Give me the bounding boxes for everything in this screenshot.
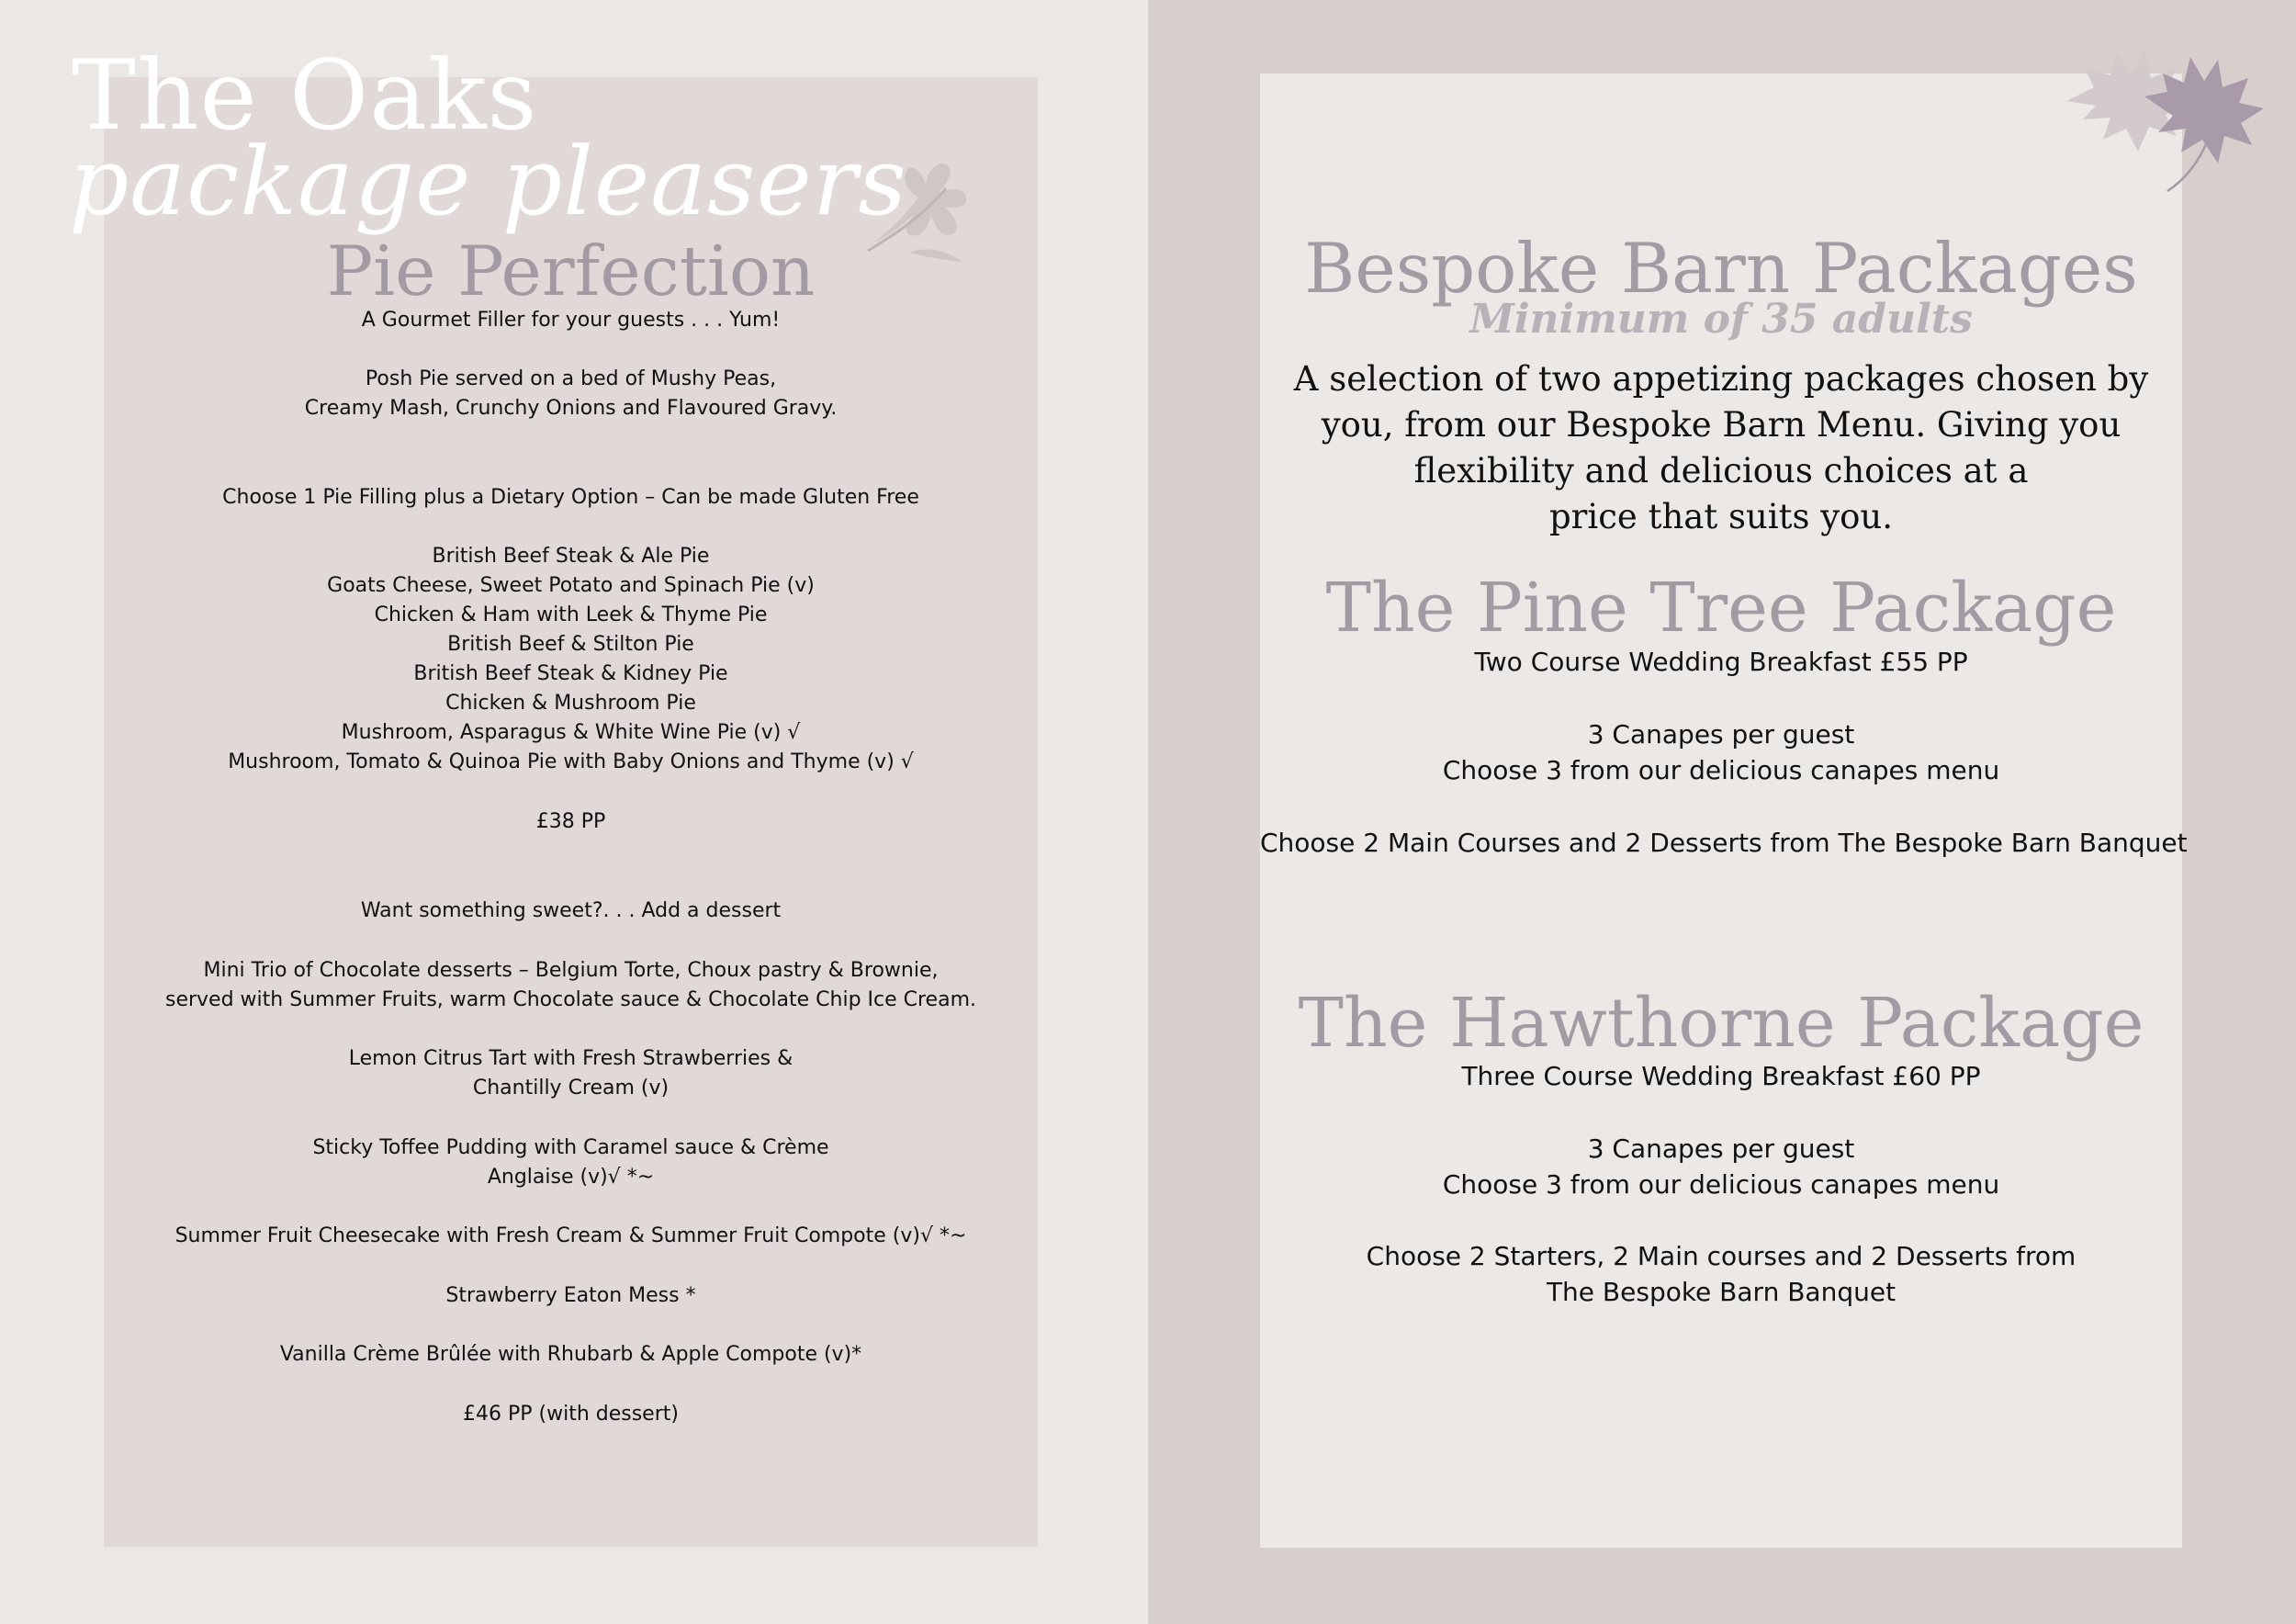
bespoke-barn-title: Bespoke Barn Packages (1304, 228, 2138, 309)
dessert-intro: Want something sweet?. . . Add a dessert (360, 899, 782, 922)
brand-title: The Oaks (72, 39, 538, 152)
minimum-adults-subtitle: Minimum of 35 adults (1469, 296, 1973, 343)
dessert-item: Sticky Toffee Pudding with Caramel sauce & Crème (312, 1136, 829, 1159)
package-canapes-choice: Choose 3 from our delicious canapes menu (1442, 755, 2000, 785)
pie-filling-item: Chicken & Mushroom Pie (445, 692, 696, 715)
brand-subtitle: package pleasers (69, 128, 907, 237)
dessert-item: Lemon Citrus Tart with Fresh Strawberries & (348, 1047, 793, 1070)
pie-filling-item: British Beef & Stilton Pie (447, 633, 694, 656)
pie-filling-item: Goats Cheese, Sweet Potato and Spinach Pie (v) (327, 574, 815, 597)
dessert-price: £46 PP (with dessert) (463, 1403, 679, 1426)
dessert-item: Mini Trio of Chocolate desserts – Belgium Torte, Choux pastry & Brownie, (203, 959, 939, 982)
pie-filling-item: Chicken & Ham with Leek & Thyme Pie (374, 603, 768, 626)
pie-filling-item: British Beef Steak & Kidney Pie (413, 662, 728, 685)
dessert-item: Vanilla Crème Brûlée with Rhubarb & Apple Compote (v)* (279, 1343, 862, 1366)
package-breakfast: Three Course Wedding Breakfast £60 PP (1461, 1061, 1981, 1091)
intro-line: price that suits you. (1548, 497, 1893, 536)
intro-line: you, from our Bespoke Barn Menu. Giving you (1321, 405, 2122, 445)
pie-description-line: Creamy Mash, Crunchy Onions and Flavoured Gravy. (304, 397, 838, 420)
pie-filling-item: Mushroom, Tomato & Quinoa Pie with Baby Onions and Thyme (v) √ (228, 750, 914, 773)
pine-tree-package-title: The Pine Tree Package (1325, 569, 2117, 648)
dessert-item: served with Summer Fruits, warm Chocolate sauce & Chocolate Chip Ice Cream. (165, 988, 976, 1011)
package-courses: Choose 2 Main Courses and 2 Desserts from The Bespoke Barn Banquet (1260, 828, 2188, 858)
pie-description-line: Posh Pie served on a bed of Mushy Peas, (365, 367, 777, 390)
intro-line: flexibility and delicious choices at a (1413, 451, 2029, 491)
pie-price: £38 PP (535, 810, 606, 833)
hawthorne-package-title: The Hawthorne Package (1298, 984, 2144, 1063)
pie-perfection-title: Pie Perfection (326, 231, 816, 311)
package-courses: The Bespoke Barn Banquet (1546, 1277, 1896, 1307)
package-courses: Choose 2 Starters, 2 Main courses and 2 Desserts from (1366, 1241, 2077, 1271)
package-canapes-choice: Choose 3 from our delicious canapes menu (1442, 1169, 2000, 1200)
maple-leaf-icon (2030, 28, 2278, 193)
dessert-item: Strawberry Eaton Mess * (445, 1284, 696, 1307)
pie-filling-item: British Beef Steak & Ale Pie (432, 545, 710, 568)
dessert-item: Anglaise (v)√ *~ (487, 1166, 655, 1189)
intro-line: A selection of two appetizing packages chosen by (1293, 359, 2149, 399)
dessert-item: Chantilly Cream (v) (472, 1077, 670, 1100)
pie-tagline: A Gourmet Filler for your guests . . . Yum! (361, 309, 781, 332)
package-canapes: 3 Canapes per guest (1587, 719, 1855, 750)
package-breakfast: Two Course Wedding Breakfast £55 PP (1474, 647, 1968, 677)
dessert-item: Summer Fruit Cheesecake with Fresh Cream & Summer Fruit Compote (v)√ *~ (174, 1224, 967, 1247)
package-canapes: 3 Canapes per guest (1587, 1133, 1855, 1164)
pie-filling-item: Mushroom, Asparagus & White Wine Pie (v) √ (341, 721, 801, 744)
pie-choose-text: Choose 1 Pie Filling plus a Dietary Option – Can be made Gluten Free (222, 486, 919, 509)
